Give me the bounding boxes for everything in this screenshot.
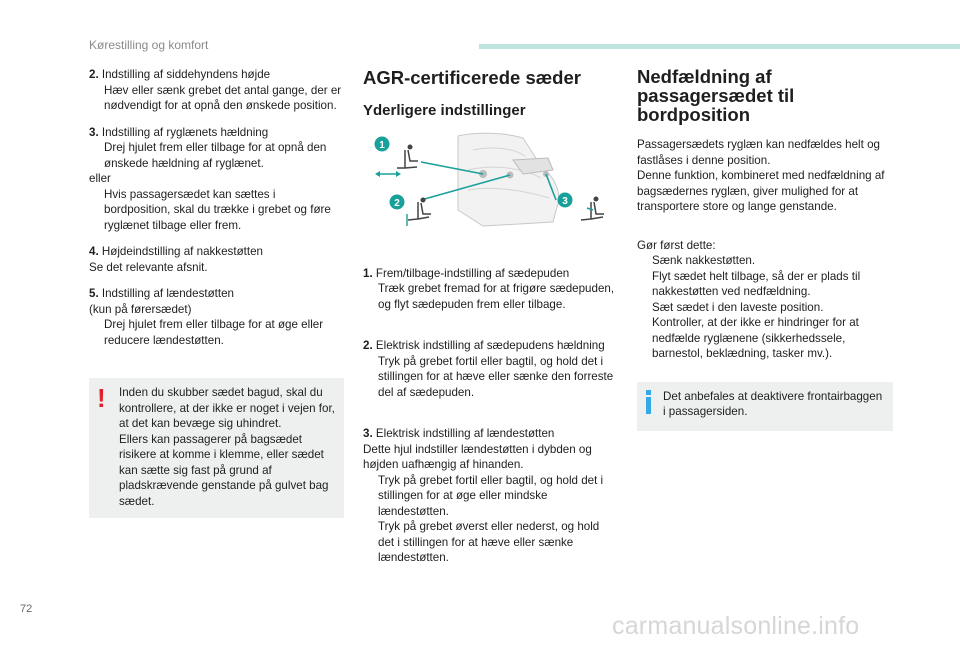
seat-pictogram-3 — [581, 197, 604, 221]
prerequisites-title: Gør først dette: — [637, 238, 716, 252]
bullet-text: Tryk på grebet fortil eller bagtil, og hold det i stillingen for at hæve eller sænke den forreste del af sædepuden. — [378, 354, 614, 399]
item-title: Indstilling af lændestøtten — [98, 287, 235, 300]
warning-box — [89, 378, 344, 518]
section-title: Kørestilling og komfort — [89, 38, 209, 52]
seat-illustration — [458, 133, 559, 226]
info-icon — [646, 390, 651, 414]
item-number: 2. — [363, 339, 373, 352]
bullet-text: Sænk nakkestøtten. — [652, 254, 756, 267]
callout-badge-1 — [375, 137, 390, 152]
warning-text: Ellers kan passagerer på bagsædet risikere at komme i klemme, eller sædet kan sætte sig fast på grund af pladskrævende genstande på gulvet bag sædet. — [119, 432, 329, 508]
item-title: Elektrisk indstilling af sædepudens hældning — [372, 339, 605, 352]
item-seat-height — [89, 67, 344, 114]
item-title: Elektrisk indstilling af lændestøtten — [372, 427, 555, 440]
page-number: 72 — [20, 603, 33, 615]
heading-line: bordposition — [637, 104, 751, 125]
bullet-text: Sæt sædet i den laveste position. — [652, 300, 824, 314]
item-number: 1. — [363, 266, 373, 280]
callout-label: 2 — [394, 198, 400, 209]
header-rule — [479, 44, 960, 49]
item-backrest-tilt — [89, 125, 344, 234]
bullet-text: Hvis passagersædet kan sættes i bordposition, skal du trække i grebet og føre ryglænet tilbage eller frem. — [104, 187, 331, 232]
warning-icon: ! — [97, 383, 106, 413]
bullet-text: Træk grebet fremad for at frigøre sædepuden, og flyt sædepuden frem eller tilbage. — [378, 282, 615, 311]
item-cushion-slide — [363, 266, 618, 313]
section-subheading: Yderligere indstillinger — [363, 102, 526, 119]
bullet-text: Drej hjulet frem eller tilbage for at øge eller reducere lændestøtten. — [104, 318, 324, 347]
intro-text — [637, 137, 893, 215]
callout-label: 1 — [379, 140, 385, 151]
item-subtitle: (kun på førersædet) — [89, 302, 192, 316]
bullet-text: Tryk på grebet øverst eller nederst, og hold det i stillingen for at hæve eller sænke lændestøtten. — [378, 520, 600, 564]
seat-pictogram-2 — [408, 198, 431, 221]
bullet-text: Drej hjulet frem eller tilbage for at opnå den ønskede hældning af ryglænet. — [104, 141, 327, 170]
bullet-text: Tryk på grebet fortil eller bagtil, og hold det i stillingen for at øge eller mindske lændestøtten. — [378, 473, 604, 518]
item-text: Dette hjul indstiller lændestøtten i dybden og højden uafhængig af hinanden. — [363, 442, 592, 471]
heading-line: Nedfældning af — [637, 66, 772, 87]
or-text: eller — [89, 172, 111, 185]
seat-adjustment-figure — [363, 130, 618, 230]
item-title: Indstilling af ryglænets hældning — [98, 125, 269, 139]
seat-pictogram-1 — [397, 145, 418, 169]
item-number: 2. — [89, 68, 99, 81]
heading-line: passagersædet til — [637, 85, 795, 106]
callout-badge-2 — [390, 195, 405, 210]
item-cushion-tilt — [363, 338, 618, 400]
bullet-text: Flyt sædet helt tilbage, så der er plads til nakkestøtten ved nedfældning. — [652, 269, 861, 298]
info-box — [637, 382, 893, 431]
info-text: Det anbefales at deaktivere frontairbaggen i passagersiden. — [663, 389, 883, 418]
item-text: Se det relevante afsnit. — [89, 260, 208, 274]
watermark: carmanualsonline.info — [612, 612, 860, 640]
item-title: Indstilling af siddehyndens højde — [98, 68, 271, 81]
column-right — [637, 67, 893, 431]
item-headrest — [89, 244, 344, 275]
bullet-text: Kontroller, at der ikke er hindringer for at nedfælde ryglænene (sikkerhedssele, barnestol, beklædning, tasker mv.). — [652, 316, 859, 360]
column-middle — [363, 67, 618, 577]
section-heading — [637, 67, 893, 124]
item-number: 4. — [89, 245, 99, 258]
item-title: Højdeindstilling af nakkestøtten — [98, 245, 263, 258]
bullet-text: Hæv eller sænk grebet det antal gange, der er nødvendigt for at opnå den ønskede position. — [104, 83, 342, 112]
item-number: 3. — [363, 427, 373, 440]
item-lumbar — [89, 286, 344, 348]
callout-badge-3 — [558, 193, 573, 208]
warning-text: Inden du skubber sædet bagud, skal du kontrollere, at der ikke er noget i vejen for, at det kan bevæge sig uhindret. — [119, 386, 335, 430]
paragraph: Denne funktion, kombineret med nedfældning af bagsædernes ryglæn, giver mulighed for at transportere store og lange genstande. — [637, 169, 885, 213]
paragraph: Passagersædets ryglæn kan nedfældes helt og fastlåses i denne position. — [637, 138, 880, 167]
column-left — [89, 67, 344, 518]
item-number: 5. — [89, 287, 99, 300]
arrow-forward-back-icon — [375, 171, 401, 177]
callout-label: 3 — [562, 196, 568, 207]
prerequisites — [637, 238, 893, 362]
item-number: 3. — [89, 125, 99, 139]
section-heading: AGR-certificerede sæder — [363, 67, 581, 88]
item-title: Frem/tilbage-indstilling af sædepuden — [372, 266, 570, 280]
item-electric-lumbar — [363, 426, 618, 566]
